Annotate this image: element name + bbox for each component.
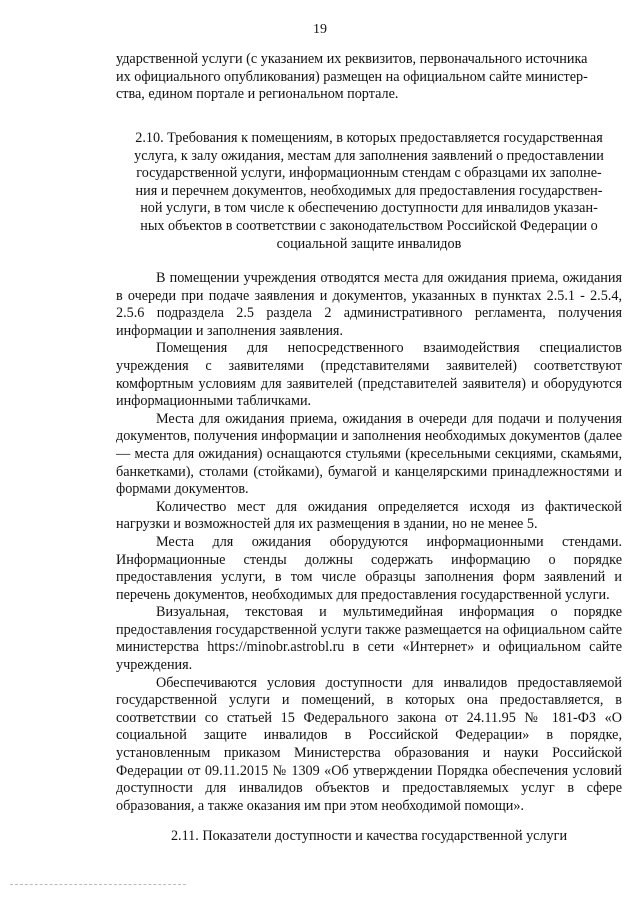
intro-line: их официального опубликования) размещен на официальном сайте министер-: [116, 68, 588, 85]
body-paragraph: Помещения для непосредственного взаимодействия специалистов учреждения с заявителями (представителями заявителей) соответствуют комфортным условиям для заявителей (представителей заявителя) и оборудуются информационными табличками.: [116, 340, 622, 410]
heading-line: ных объектов в соответствии с законодательством Российской Федерации о: [140, 217, 598, 234]
heading-line: услуга, к залу ожидания, местам для заполнения заявлений о предоставлении: [134, 147, 604, 164]
intro-line: ударственной услуги (с указанием их реквизитов, первоначального источника: [116, 51, 588, 67]
body-paragraph: Обеспечиваются условия доступности для инвалидов предоставляемой государственной услуги и помещений, в которых она предоставляется, в соответствии со статьей 15 Федерального закона от 24.11.95 № 181-ФЗ «О социальной защите инвалидов в Российской Федерации» в порядке, установленным приказом Министерства образования и науки Российской Федерации от 09.11.2015 № 1309 «Об утверждении Порядка обеспечения условий доступности для инвалидов объектов и предоставляемых услуг в сфере образования, а также оказания им при этом необходимой помощи».: [116, 674, 622, 814]
page-number: 19: [313, 22, 327, 37]
body-paragraph: Места для ожидания оборудуются информационными стендами. Информационные стенды должны содержать информацию о порядке предоставления услуги, в том числе образцы заполнения форм заявлений и перечень документов, необходимых для предоставления государственной услуги.: [116, 533, 622, 603]
section-heading-2-11: 2.11. Показатели доступности и качества государственной услуги: [170, 828, 568, 844]
body-paragraph: Количество мест для ожидания определяется исходя из фактической нагрузки и возможностей для их размещения в здании, но не менее 5.: [116, 498, 622, 533]
heading-line: ной услуги, в том числе к обеспечению доступности для инвалидов указан-: [140, 200, 598, 217]
body-paragraph: В помещении учреждения отводятся места для ожидания приема, ожидания в очереди при подаче заявления и документов, указанных в пунктах 2.5.1 - 2.5.4, 2.5.6 подраздела 2.5 раздела 2 административного регламента, получения информации и заполнения заявления.: [116, 270, 622, 339]
heading-line: государственной услуги, информационным стендам с образцами их заполне-: [136, 165, 602, 182]
body-paragraph: Места для ожидания приема, ожидания в очереди для подачи и получения документов, получения информации и заполнения необходимых документов (далее — места для ожидания) оснащаются стульями (кресельными секциями, скамьями, банкетками), столами (стойками), бумагой и канцелярскими принадлежностями и формами документов.: [116, 410, 622, 498]
intro-line: ства, едином портале и региональном портале.: [116, 86, 399, 103]
heading-line: ния и перечнем документов, необходимых для предоставления государствен-: [135, 182, 603, 199]
intro-block: [116, 51, 622, 104]
section-body-2-10: [116, 270, 622, 815]
heading-line: социальной защите инвалидов: [276, 235, 462, 252]
body-paragraph: Визуальная, текстовая и мультимедийная информация о порядке предоставления государственной услуги также размещается на официальном сайте министерства https://minobr.astrobl.ru в сети «Интернет» и официальном сайте учреждения.: [116, 604, 622, 674]
footer-divider: [10, 884, 186, 885]
heading-line: 2.10. Требования к помещениям, в которых предоставляется государственная: [135, 130, 603, 146]
section-heading-2-10: [116, 130, 622, 253]
